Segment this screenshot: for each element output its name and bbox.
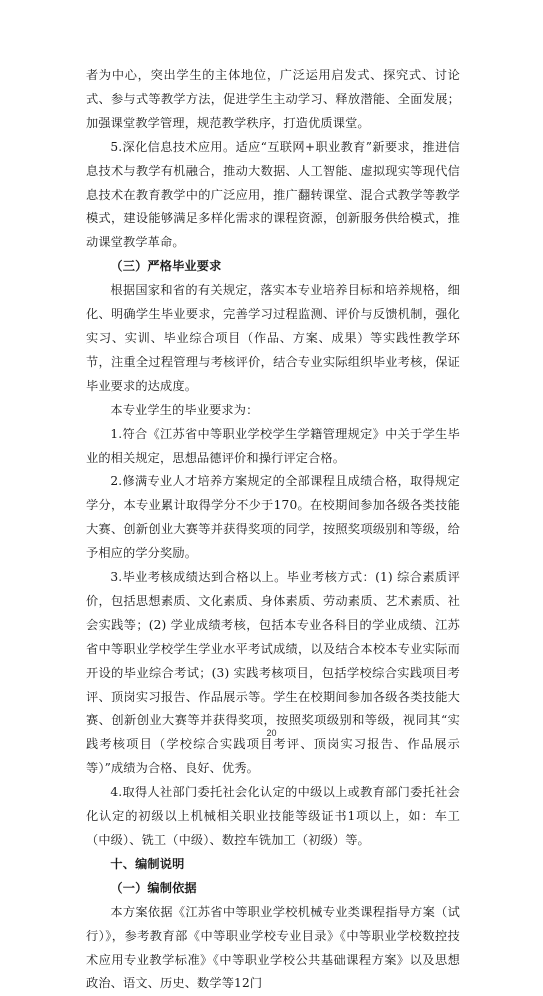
paragraph-requirement-3: 3.毕业考核成绩达到合格以上。毕业考核方式：(1) 综合素质评价，包括思想素质、文化素质、身体素质、劳动素质、艺术素质、社会实践等；(2) 学业成绩考核，包括本专业各科目的学业成绩、江苏省中等职业学校学生学业水平考试成绩，以及结合本校本专业实际而开设的毕业综合考试；(3) 实践考核项目，包括学校综合实践项目考评、顶岗实习报告、作品展示等。学生在校期间参加各级各类技能大赛、创新创业大赛等并获得奖项，按照奖项级别和等级，视同其“实践考核项目（学校综合实践项目考评、顶岗实习报告、作品展示等）”成绩为合格、良好、优秀。 (86, 570, 460, 776)
page-number: 20 (266, 728, 277, 738)
paragraph-requirement-2: 2.修满专业人才培养方案规定的全部课程且成绩合格，取得规定学分，本专业累计取得学分不少于170。在校期间参加各级各类技能大赛、创新创业大赛等并获得奖项的同学，按照奖项级别和等级，给予相应的学分奖励。 (86, 474, 460, 561)
paragraph-continuation: 者为中心，突出学生的主体地位，广泛运用启发式、探究式、讨论式、参与式等教学方法，促进学生主动学习、释放潜能、全面发展；加强课堂教学管理，规范教学秩序，打造优质课堂。 (86, 68, 460, 130)
page-body (86, 64, 460, 996)
section-heading-graduation: （三）严格毕业要求 (110, 259, 222, 274)
paragraph-info-tech: 5.深化信息技术应用。适应“互联网+职业教育”新要求，推进信息技术与教学有机融合，推动大数据、人工智能、虚拟现实等现代信息技术在教育教学中的广泛应用，推广翻转课堂、混合式教学等教学模式，建设能够满足多样化需求的课程资源，创新服务供给模式，推动课堂教学革命。 (86, 139, 460, 250)
paragraph-requirement-1: 1.符合《江苏省中等职业学校学生学籍管理规定》中关于学生毕业的相关规定，思想品德评价和操行评定合格。 (86, 426, 460, 465)
paragraph-requirements-intro: 本专业学生的毕业要求为： (110, 402, 259, 417)
paragraph-requirement-4: 4.取得人社部门委托社会化认定的中级以上或教育部门委托社会化认定的初级以上机械相关职业技能等级证书1项以上，如：车工（中级）、铣工（中级）、数控车铣加工（初级）等。 (86, 785, 460, 847)
chapter-heading-compilation: 十、编制说明 (110, 856, 185, 871)
paragraph-basis: 本方案依据《江苏省中等职业学校机械专业类课程指导方案（试行）》，参考教育部《中等职业学校专业目录》《中等职业学校数控技术应用专业教学标准》《中等职业学校公共基础课程方案》以及思想政治、语文、历史、数学等12门 (86, 904, 460, 991)
section-heading-basis: （一）编制依据 (110, 880, 197, 895)
paragraph-graduation-policy: 根据国家和省的有关规定，落实本专业培养目标和培养规格，细化、明确学生毕业要求，完善学习过程监测、评价与反馈机制，强化实习、实训、毕业综合项目（作品、方案、成果）等实践性教学环节，注重全过程管理与考核评价，结合专业实际组织毕业考核，保证毕业要求的达成度。 (86, 283, 460, 393)
